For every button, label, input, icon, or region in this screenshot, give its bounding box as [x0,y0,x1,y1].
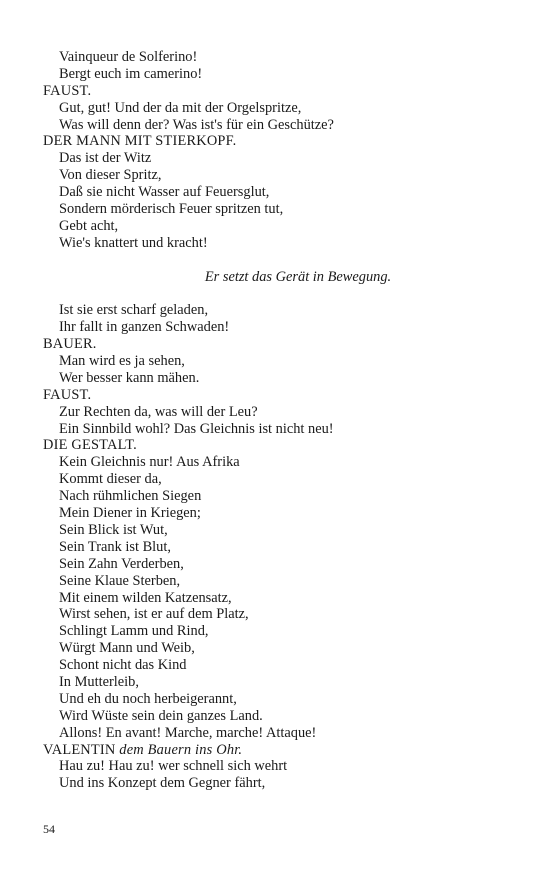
verse-line: Bergt euch im camerino! [59,65,203,82]
verse-line: Schont nicht das Kind [59,657,187,674]
verse-line: Mit einem wilden Katzensatz, [59,589,232,606]
verse-line: Von dieser Spritz, [59,167,162,184]
verse-line: Hau zu! Hau zu! wer schnell sich wehrt [59,758,288,775]
speaker-name: BAUER. [43,336,97,353]
verse-line: Gut, gut! Und der da mit der Orgelspritze, [59,99,302,116]
verse-line: Ist sie erst scharf geladen, [59,302,209,319]
verse-line: Kommt dieser da, [59,471,162,488]
speaker-name: FAUST. [43,386,92,403]
stage-direction: dem Bauern ins Ohr. [119,741,243,758]
blank-line [43,285,513,302]
blank-line [43,252,513,269]
speaker-name: DER MANN MIT STIERKOPF. [43,133,237,150]
speaker-name: VALENTIN [43,741,116,758]
speaker-name: FAUST. [43,82,92,99]
verse-line: Und ins Konzept dem Gegner fährt, [59,775,266,792]
verse-line: Würgt Mann und Weib, [59,640,195,657]
speaker-name: DIE GESTALT. [43,437,137,454]
verse-line: Ein Sinnbild wohl? Das Gleichnis ist nicht neu! [59,420,334,437]
verse-line: Seine Klaue Sterben, [59,572,181,589]
verse-line: Sein Blick ist Wut, [59,521,168,538]
page-number: 54 [43,822,55,836]
verse-line: Vainqueur de Solferino! [59,49,198,65]
play-text [43,49,513,792]
verse-line: Sein Trank ist Blut, [59,538,171,555]
verse-line: Wird Wüste sein dein ganzes Land. [59,707,263,724]
verse-line: Mein Diener in Kriegen; [59,505,201,522]
verse-line: Wie's knattert und kracht! [59,234,208,251]
verse-line: Sondern mörderisch Feuer spritzen tut, [59,201,284,218]
verse-line: Wirst sehen, ist er auf dem Platz, [59,606,249,623]
verse-line: Gebt acht, [59,217,119,234]
verse-line: Zur Rechten da, was will der Leu? [59,403,258,420]
verse-line: Schlingt Lamm und Rind, [59,623,209,640]
verse-line: Ihr fallt in ganzen Schwaden! [59,319,230,336]
verse-line: Was will denn der? Was ist's für ein Geschütze? [59,116,334,133]
verse-line: Und eh du noch herbeigerannt, [59,690,237,707]
verse-line: Man wird es ja sehen, [59,353,185,370]
verse-line: Das ist der Witz [59,150,152,167]
speaker-line [43,742,513,759]
verse-line: Daß sie nicht Wasser auf Feuersglut, [59,184,270,201]
verse-line: Nach rühmlichen Siegen [59,488,202,505]
verse-line: Allons! En avant! Marche, marche! Attaque! [59,724,317,741]
verse-line: Sein Zahn Verderben, [59,555,184,572]
verse-line: Kein Gleichnis nur! Aus Afrika [59,454,240,471]
verse-line: Wer besser kann mähen. [59,369,200,386]
verse-line: In Mutterleib, [59,673,139,690]
stage-direction: Er setzt das Gerät in Bewegung. [204,268,392,285]
